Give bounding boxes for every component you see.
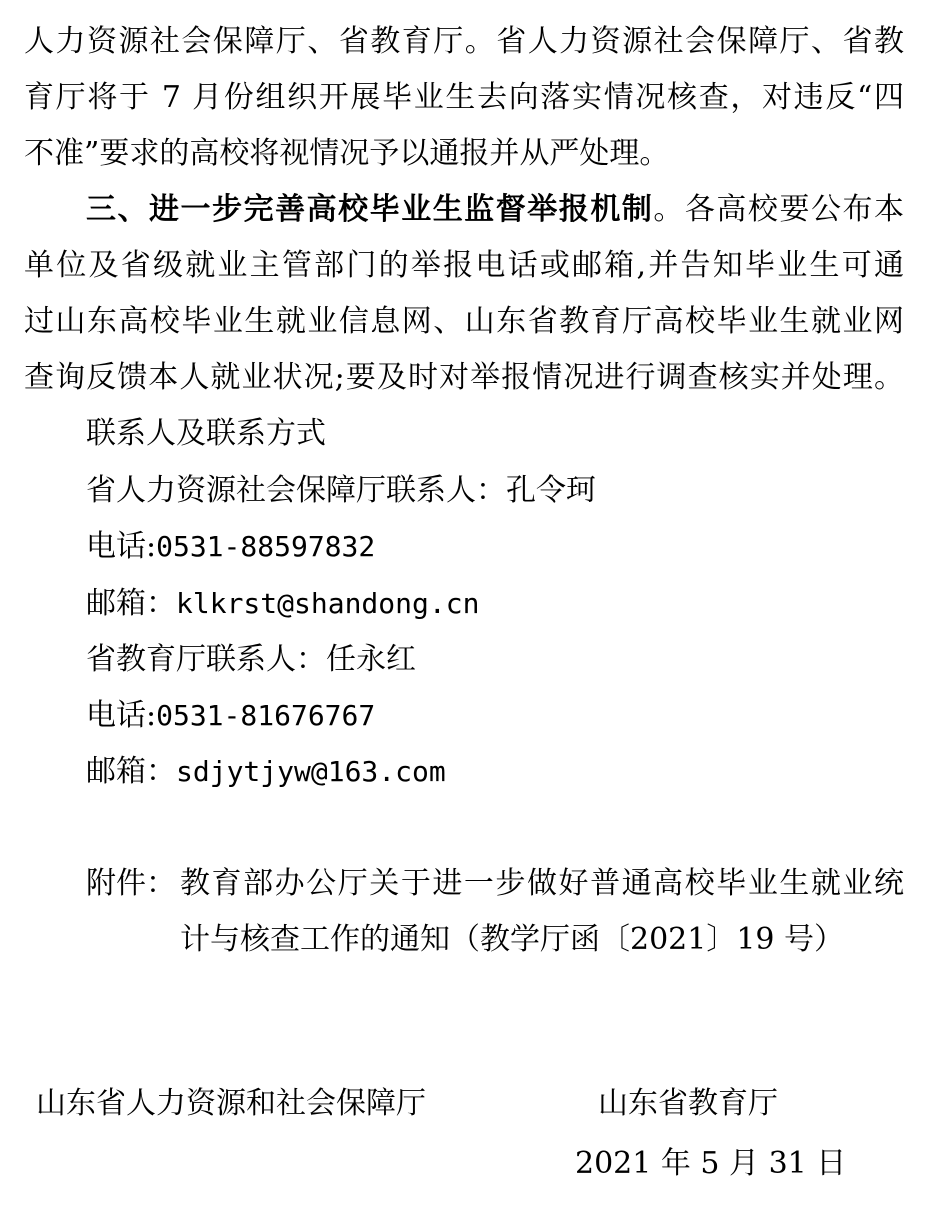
hrss-phone	[86, 527, 375, 567]
section3-line-4: 查询反馈本人就业状况;要及时对举报情况进行调查核实并处理。	[24, 360, 904, 395]
edu-contact-name: 任永红	[326, 642, 416, 677]
edu-email-label: 邮箱：	[86, 754, 176, 789]
signature-date: 2021 年 5 月 31 日	[575, 1146, 847, 1181]
edu-contact-label: 省教育厅联系人：	[86, 642, 326, 677]
signature-org-edu: 山东省教育厅	[598, 1086, 778, 1121]
section3-heading: 三、进一步完善高校毕业生监督举报机制	[86, 192, 654, 227]
hrss-email-address: klkrst@shandong.cn	[176, 587, 480, 620]
attachment-line-1: 教育部办公厅关于进一步做好普通高校毕业生就业统	[180, 866, 904, 901]
section3-line-2: 单位及省级就业主管部门的举报电话或邮箱,并告知毕业生可通	[24, 248, 904, 283]
section3-first-line	[86, 190, 904, 230]
contacts-title: 联系人及联系方式	[86, 416, 326, 451]
hrss-email-label: 邮箱：	[86, 586, 176, 621]
edu-email-address: sdjytjyw@163.com	[176, 755, 446, 788]
hrss-email	[86, 584, 479, 624]
section3-line-3: 过山东高校毕业生就业信息网、山东省教育厅高校毕业生就业网	[24, 304, 904, 339]
edu-phone	[86, 696, 375, 736]
edu-contact	[86, 640, 416, 680]
hrss-contact-name: 孔令珂	[506, 473, 596, 508]
signature-org-hrss: 山东省人力资源和社会保障厅	[36, 1086, 426, 1121]
hrss-contact	[86, 471, 596, 511]
hrss-phone-number: 0531-88597832	[156, 530, 376, 563]
hrss-contact-label: 省人力资源社会保障厅联系人：	[86, 473, 506, 508]
edu-phone-label: 电话:	[86, 698, 157, 733]
paragraph-line-1: 人力资源社会保障厅、省教育厅。省人力资源社会保障厅、省教	[24, 24, 904, 59]
edu-phone-number: 0531-81676767	[156, 699, 376, 732]
paragraph-line-2: 育厅将于 7 月份组织开展毕业生去向落实情况核查，对违反“四	[24, 80, 904, 115]
hrss-phone-label: 电话:	[86, 529, 157, 564]
section3-first-line-rest: 。各高校要公布本	[653, 192, 904, 227]
edu-email	[86, 752, 446, 792]
paragraph-line-3: 不准”要求的高校将视情况予以通报并从严处理。	[24, 136, 670, 171]
attachment-label: 附件：	[86, 866, 176, 901]
attachment-line-2: 计与核查工作的通知（教学厅函〔2021〕19 号）	[180, 922, 845, 957]
